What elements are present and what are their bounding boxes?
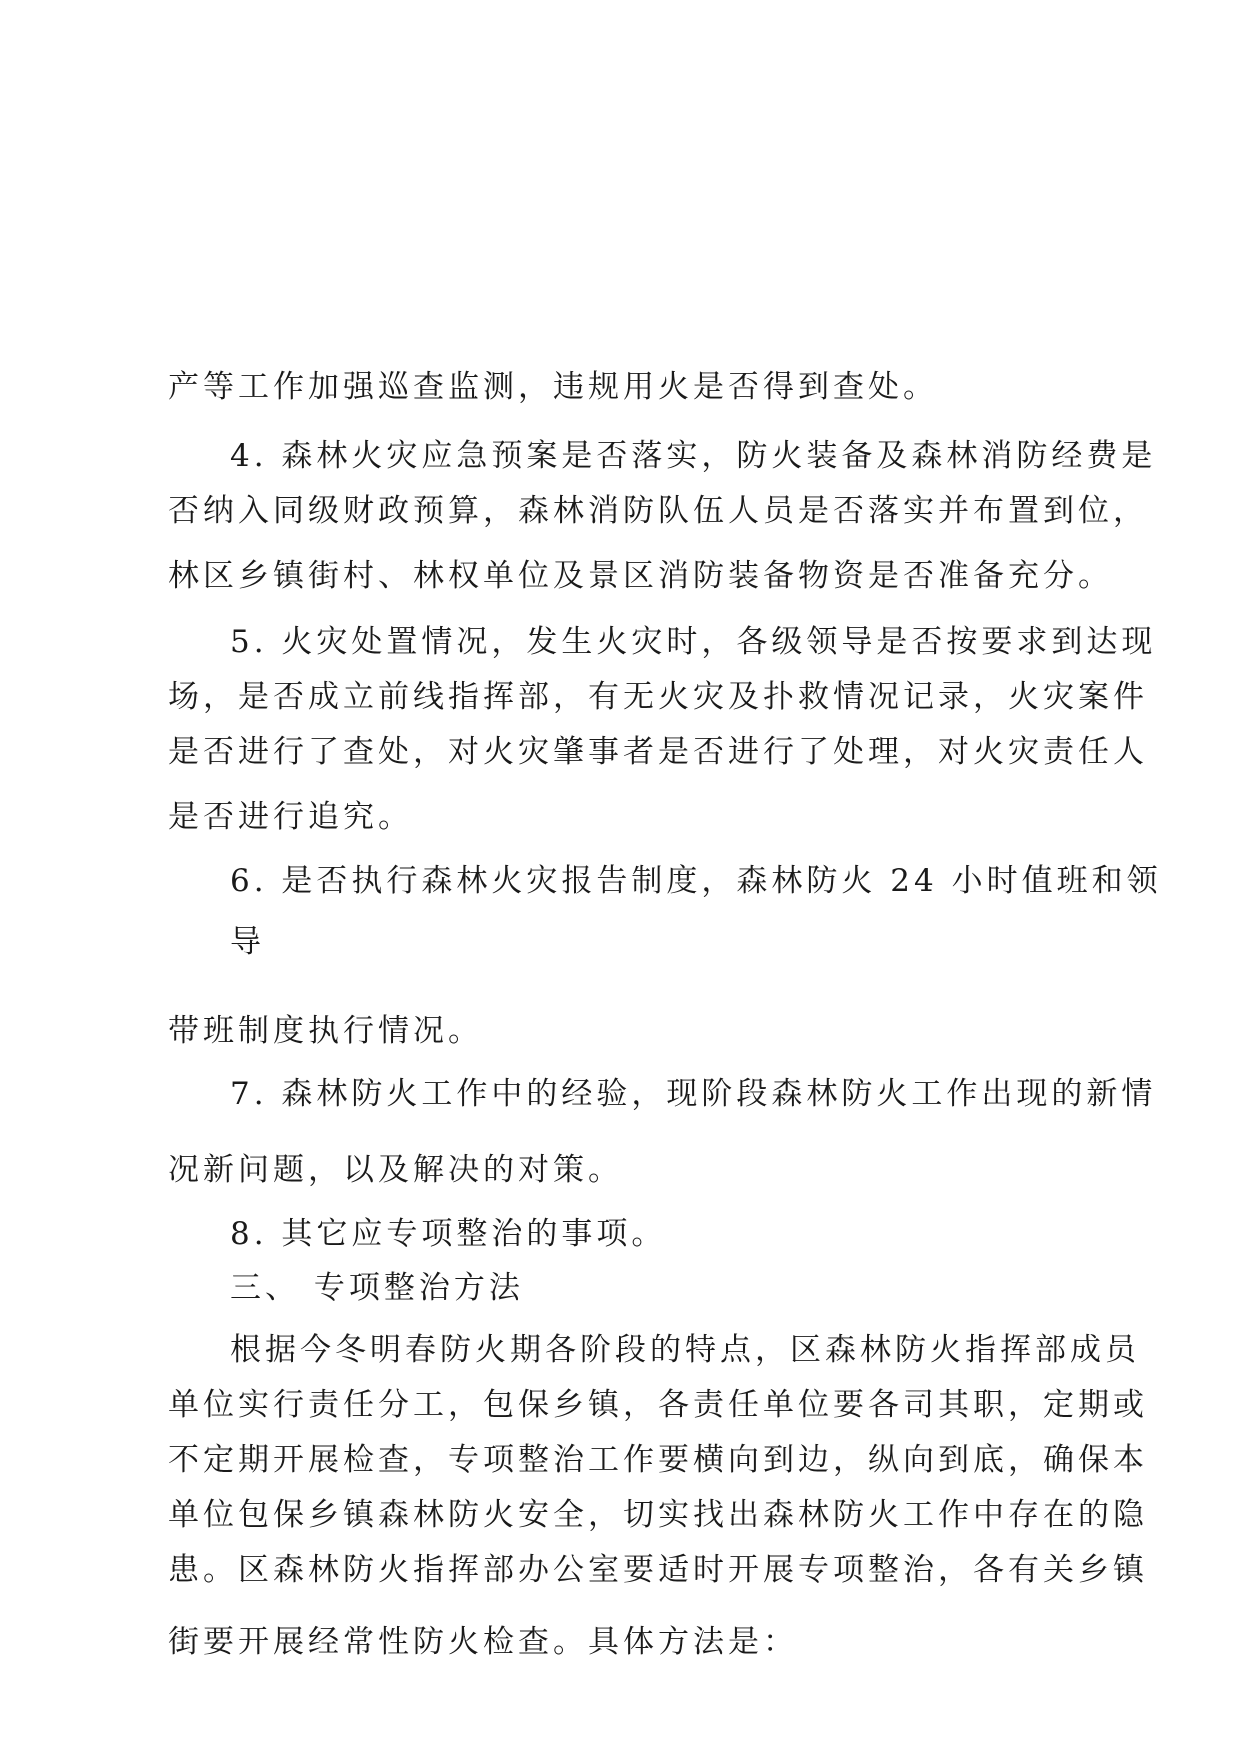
item-7-line-2: 况新问题，以及解决的对策。 [168, 1152, 623, 1188]
methods-paragraph-line-2: 单位实行责任分工，包保乡镇，各责任单位要各司其职，定期或 [168, 1387, 1148, 1423]
methods-paragraph-line-4: 单位包保乡镇森林防火安全，切实找出森林防火工作中存在的隐 [168, 1497, 1148, 1533]
item-7-line-1: 7. 森林防火工作中的经验，现阶段森林防火工作出现的新情 [230, 1076, 1157, 1112]
item-4-line-1: 4. 森林火灾应急预案是否落实，防火装备及森林消防经费是 [230, 438, 1157, 474]
paragraph-continuation-line: 产等工作加强巡查监测，违规用火是否得到查处。 [168, 369, 938, 405]
methods-paragraph-line-1: 根据今冬明春防火期各阶段的特点，区森林防火指挥部成员 [230, 1332, 1140, 1368]
item-4-line-2: 否纳入同级财政预算，森林消防队伍人员是否落实并布置到位， [168, 493, 1148, 529]
section-heading: 三、 专项整治方法 [230, 1270, 524, 1306]
item-4-line-3: 林区乡镇街村、林权单位及景区消防装备物资是否准备充分。 [168, 558, 1113, 594]
item-6-line-3: 带班制度执行情况。 [168, 1013, 483, 1049]
item-5-line-1: 5. 火灾处置情况，发生火灾时，各级领导是否按要求到达现 [230, 624, 1157, 660]
methods-paragraph-line-5: 患。区森林防火指挥部办公室要适时开展专项整治，各有关乡镇 [168, 1552, 1148, 1588]
item-5-line-4: 是否进行追究。 [168, 799, 413, 835]
item-5-line-3: 是否进行了查处，对火灾肇事者是否进行了处理，对火灾责任人 [168, 734, 1148, 770]
item-6-line-2: 导 [230, 924, 265, 960]
item-5-line-2: 场，是否成立前线指挥部，有无火灾及扑救情况记录，火灾案件 [168, 679, 1148, 715]
methods-paragraph-line-6: 街要开展经常性防火检查。具体方法是： [168, 1624, 798, 1660]
item-6-line-1: 6. 是否执行森林火灾报告制度，森林防火 24 小时值班和领 [230, 863, 1162, 899]
methods-paragraph-line-3: 不定期开展检查，专项整治工作要横向到边，纵向到底，确保本 [168, 1442, 1148, 1478]
item-8-line: 8. 其它应专项整治的事项。 [230, 1216, 667, 1252]
